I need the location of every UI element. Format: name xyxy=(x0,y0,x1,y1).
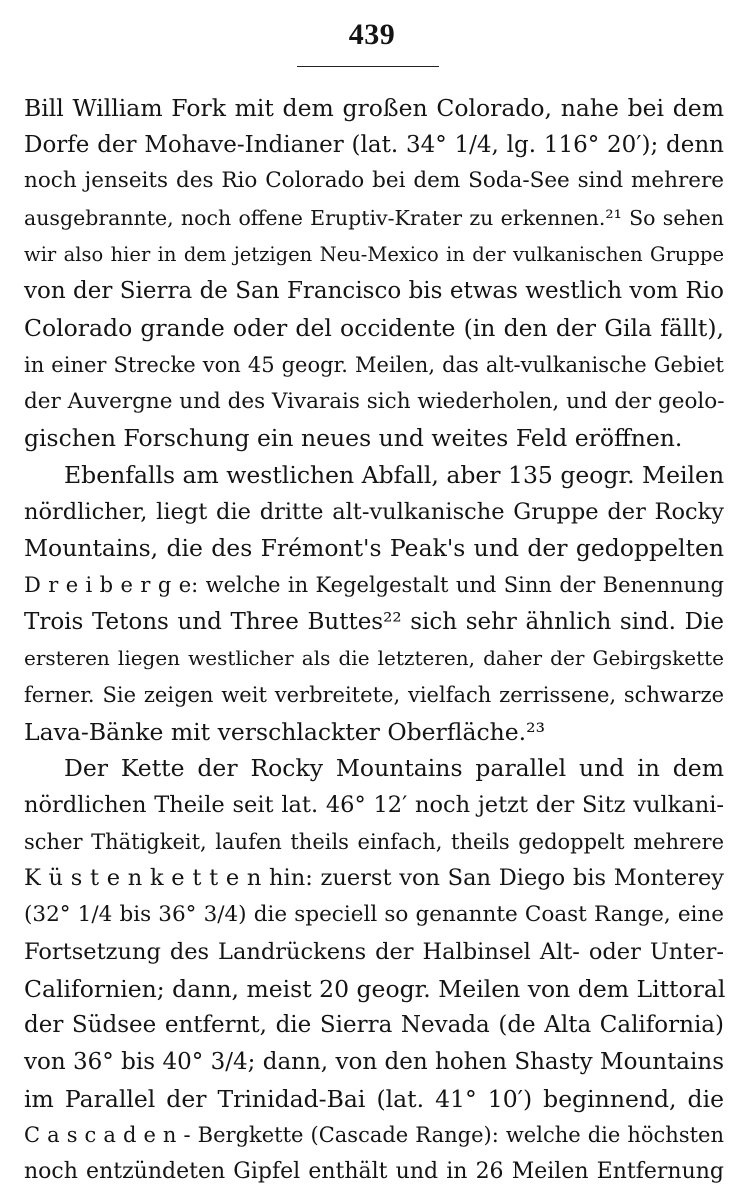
text-line: ausgebrannte, noch offene Eruptiv-Krater zu erkennen.²¹ So sehen xyxy=(24,206,724,231)
text-line: scher Thätigkeit, laufen theils einfach, theils gedoppelt mehrere xyxy=(24,829,724,854)
text-line: noch entzündeten Gipfel enthält und in 26 Meilen Entfernung xyxy=(24,1158,724,1184)
text-line: in einer Strecke von 45 geogr. Meilen, das alt-vulkanische Gebiet xyxy=(24,352,724,377)
text-line: nördlichen Theile seit lat. 46° 12′ noch jetzt der Sitz vulkani- xyxy=(24,792,724,819)
text-line: im Parallel der Trinidad-Bai (lat. 41° 10′) beginnend, die xyxy=(24,1084,724,1113)
text-line: Ebenfalls am westlichen Abfall, aber 135 geogr. Meilen xyxy=(64,460,725,489)
body-text xyxy=(24,90,724,1191)
text-line: gischen Forschung ein neues und weites Feld eröffnen. xyxy=(24,424,683,453)
text-line: Mountains, die des Frémont's Peak's und der gedoppelten xyxy=(24,534,724,563)
text-line: der Auvergne und des Vivarais sich wiederholen, und der geolo- xyxy=(24,388,725,414)
text-line: Colorado grande oder del occidente (in den der Gila fällt), xyxy=(24,314,724,343)
text-line: K ü s t e n k e t t e n hin: zuerst von San Diego bis Monterey xyxy=(24,865,724,892)
text-line: ersteren liegen westlicher als die letzteren, daher der Gebirgskette xyxy=(24,646,724,671)
text-line: der Südsee entfernt, die Sierra Nevada (de Alta California) xyxy=(24,1012,724,1039)
text-line: C a s c a d e n - Bergkette (Cascade Range): welche die höchsten xyxy=(24,1123,724,1148)
text-line: (32° 1/4 bis 36° 3/4) die speciell so genannte Coast Range, eine xyxy=(24,902,724,928)
text-line: Bill William Fork mit dem großen Colorado, nahe bei dem xyxy=(24,94,724,122)
text-line: noch jenseits des Rio Colorado bei dem Soda-See sind mehrere xyxy=(24,168,724,194)
text-line: Trois Tetons und Three Buttes²² sich sehr ähnlich sind. Die xyxy=(24,608,724,635)
text-line: Dorfe der Mohave-Indianer (lat. 34° 1/4, lg. 116° 20′); denn xyxy=(24,131,724,158)
header-rule xyxy=(297,66,439,67)
text-line: Der Kette der Rocky Mountains parallel und in dem xyxy=(64,754,724,783)
page-number: 439 xyxy=(348,18,396,51)
text-line: ferner. Sie zeigen weit verbreitete, vielfach zerrissene, schwarze xyxy=(24,683,724,707)
text-line: D r e i b e r g e: welche in Kegelgestalt und Sinn der Benennung xyxy=(24,572,724,597)
text-line: wir also hier in dem jetzigen Neu-Mexico in der vulkanischen Gruppe xyxy=(24,242,724,266)
text-line: von 36° bis 40° 3/4; dann, von den hohen Shasty Mountains xyxy=(24,1048,724,1075)
text-line: Californien; dann, meist 20 geogr. Meilen von dem Littoral xyxy=(24,974,726,1003)
text-line: Lava-Bänke mit verschlackter Oberfläche.²³ xyxy=(24,717,545,746)
text-line: Fortsetzung des Landrückens der Halbinsel Alt- oder Unter- xyxy=(24,938,724,965)
text-line: nördlicher, liegt die dritte alt-vulkanische Gruppe der Rocky xyxy=(24,498,724,525)
text-line: von der Sierra de San Francisco bis etwas westlich vom Rio xyxy=(24,278,724,305)
